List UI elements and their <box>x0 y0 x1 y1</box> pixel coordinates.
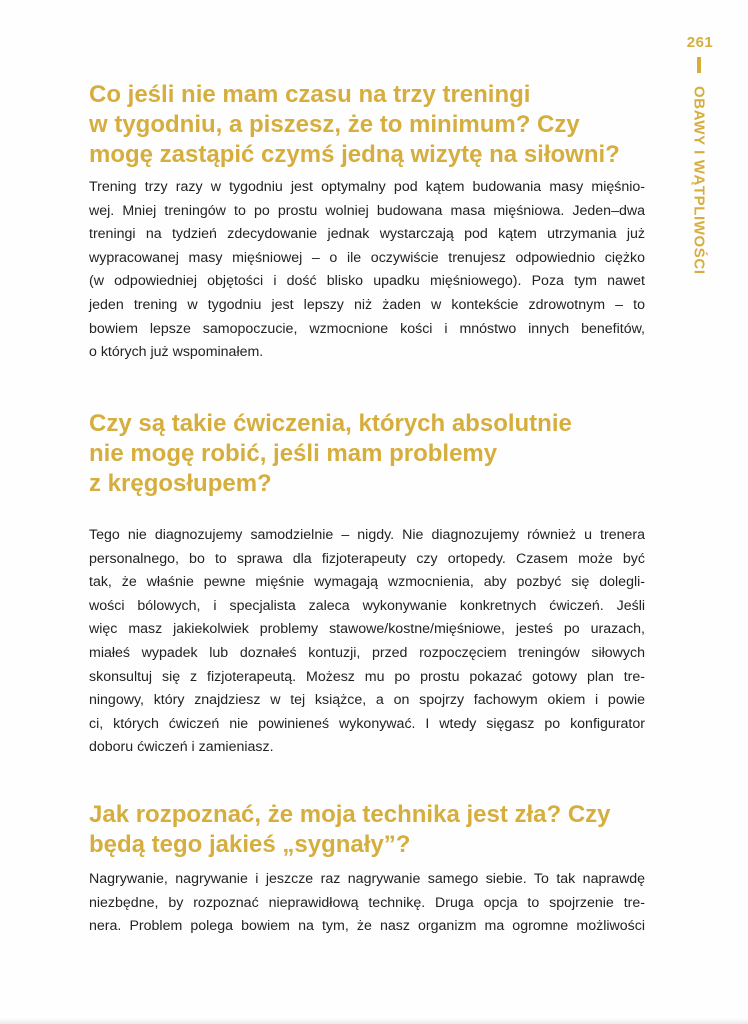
paragraph-line: ci, których ćwiczeń nie powinieneś wykonywać. I wtedy sięgasz po konfigurator <box>89 715 645 732</box>
paragraph-line: bowiem lepsze samopoczucie, wzmocnione kości i mnóstwo innych benefitów, <box>89 320 645 337</box>
paragraph-line: ningowy, który znajdziesz w tej książce, a on spojrzy fachowym okiem i powie <box>89 692 645 709</box>
faq-question-1: Co jeśli nie mam czasu na trzy treningi w tygodniu, a piszesz, że to minimum? Czy mogę zastąpić czymś jedną wizytę na siłowni? <box>89 81 620 168</box>
faq-question-3: Jak rozpoznać, że moja technika jest zła? Czy będą tego jakieś „sygnały”? <box>89 801 611 858</box>
faq-answer-1 <box>89 176 645 365</box>
paragraph-line: miałeś wypadek lub doznałeś kontuzji, przed rozpoczęciem treningów siłowych <box>89 644 645 661</box>
paragraph-line: Nagrywanie, nagrywanie i jeszcze raz nagrywanie samego siebie. To tak naprawdę <box>89 871 645 887</box>
side-rule <box>697 57 701 73</box>
paragraph-line: doboru ćwiczeń i zamieniasz. <box>89 739 274 756</box>
paragraph-line: nera. Problem polega bowiem na tym, że nasz organizm ma ogromne możliwości <box>89 918 645 935</box>
paragraph-line: skonsultuj się z fizjoterapeutą. Możesz mu po prostu pokazać gotowy plan tre- <box>89 668 645 685</box>
faq-answer-2 <box>89 524 645 760</box>
paragraph-line: wości bólowych, i specjalista zaleca wykonywanie konkretnych ćwiczeń. Jeśli <box>89 597 645 614</box>
faq-section-2 <box>89 409 645 760</box>
paragraph-line: treningi na tydzień zdecydowanie jednak wystarczają pod kątem utrzymania już <box>89 226 645 243</box>
faq-section-1 <box>89 80 645 365</box>
faq-answer-3 <box>89 868 645 939</box>
page-content <box>89 80 645 935</box>
paragraph-line: wej. Mniej treningów to po prostu wolniej budowana masa mięśniowa. Jeden–dwa <box>89 202 645 219</box>
paragraph-line: wypracowanej masy mięśniowej – o ile oczywiście trenujesz odpowiednio ciężko <box>89 249 645 266</box>
paragraph-line: jeden trening w tygodniu jest lepszy niż żaden w kontekście zdrowotnym – to <box>89 296 645 313</box>
faq-section-3 <box>89 800 645 939</box>
paragraph-line: personalnego, bo to sprawa dla fizjoterapeuty czy ortopedy. Czasem może być <box>89 550 645 567</box>
paragraph-line: (w odpowiedniej objętości i dość blisko upadku mięśniowego). Poza tym nawet <box>89 273 645 290</box>
page-number: 261 <box>686 34 714 51</box>
paragraph-line: Tego nie diagnozujemy samodzielnie – nigdy. Nie diagnozujemy również u trenera <box>89 527 645 543</box>
paragraph-line: niezbędne, by rozpoznać nieprawidłową technikę. Druga opcja to spojrzenie tre- <box>89 894 645 911</box>
page-edge-shadow <box>0 1018 748 1024</box>
paragraph-line: o których już wspominałem. <box>89 344 264 361</box>
paragraph-line: więc masz jakiekolwiek problemy stawowe/kostne/mięśniowe, jesteś po urazach, <box>89 621 645 638</box>
faq-question-2: Czy są takie ćwiczenia, których absolutnie nie mogę robić, jeśli mam problemy z kręgosłupem? <box>89 410 572 497</box>
paragraph-line: Trening trzy razy w tygodniu jest optymalny pod kątem budowania masy mięśnio- <box>89 179 645 195</box>
paragraph-line: tak, że właśnie pewne mięśnie wymagają wzmocnienia, aby pozbyć się dolegli- <box>89 574 645 591</box>
chapter-side-label: OBAWY I WĄTPLIWOŚCI <box>690 86 708 275</box>
